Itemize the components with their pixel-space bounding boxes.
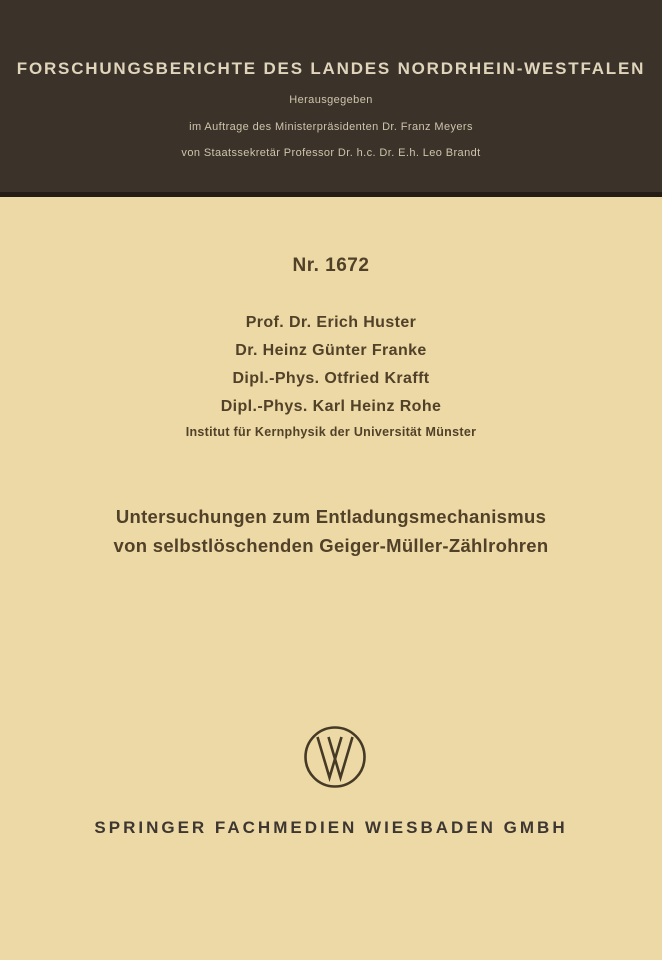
author-line: Prof. Dr. Erich Huster xyxy=(245,314,417,331)
institute-line: Institut für Kernphysik der Universität Münster xyxy=(185,425,477,439)
issue-number: Nr. 1672 xyxy=(292,255,370,276)
book-title-line-2: von selbstlöschenden Geiger-Müller-Zählrohren xyxy=(113,535,549,556)
book-title-line-1: Untersuchungen zum Entladungsmechanismus xyxy=(115,506,547,527)
editor-line-2: von Staatssekretär Professor Dr. h.c. Dr. E.h. Leo Brandt xyxy=(181,147,481,159)
author-line: Dipl.-Phys. Otfried Krafft xyxy=(232,370,430,387)
publisher-name: SPRINGER FACHMEDIEN WIESBADEN GMBH xyxy=(94,818,568,837)
series-title: FORSCHUNGSBERICHTE DES LANDES NORDRHEIN-WESTFALEN xyxy=(16,59,646,78)
edited-label: Herausgegeben xyxy=(289,94,373,106)
author-line: Dr. Heinz Günter Franke xyxy=(235,342,427,359)
authors-block xyxy=(0,309,662,421)
author-line: Dipl.-Phys. Karl Heinz Rohe xyxy=(220,398,442,415)
series-header-band xyxy=(0,0,662,197)
book-title xyxy=(0,502,662,560)
vieweg-w-logo-svg xyxy=(302,724,368,790)
vieweg-w-logo-icon xyxy=(302,724,368,790)
editor-line-1: im Auftrage des Ministerpräsidenten Dr. Franz Meyers xyxy=(189,121,473,133)
